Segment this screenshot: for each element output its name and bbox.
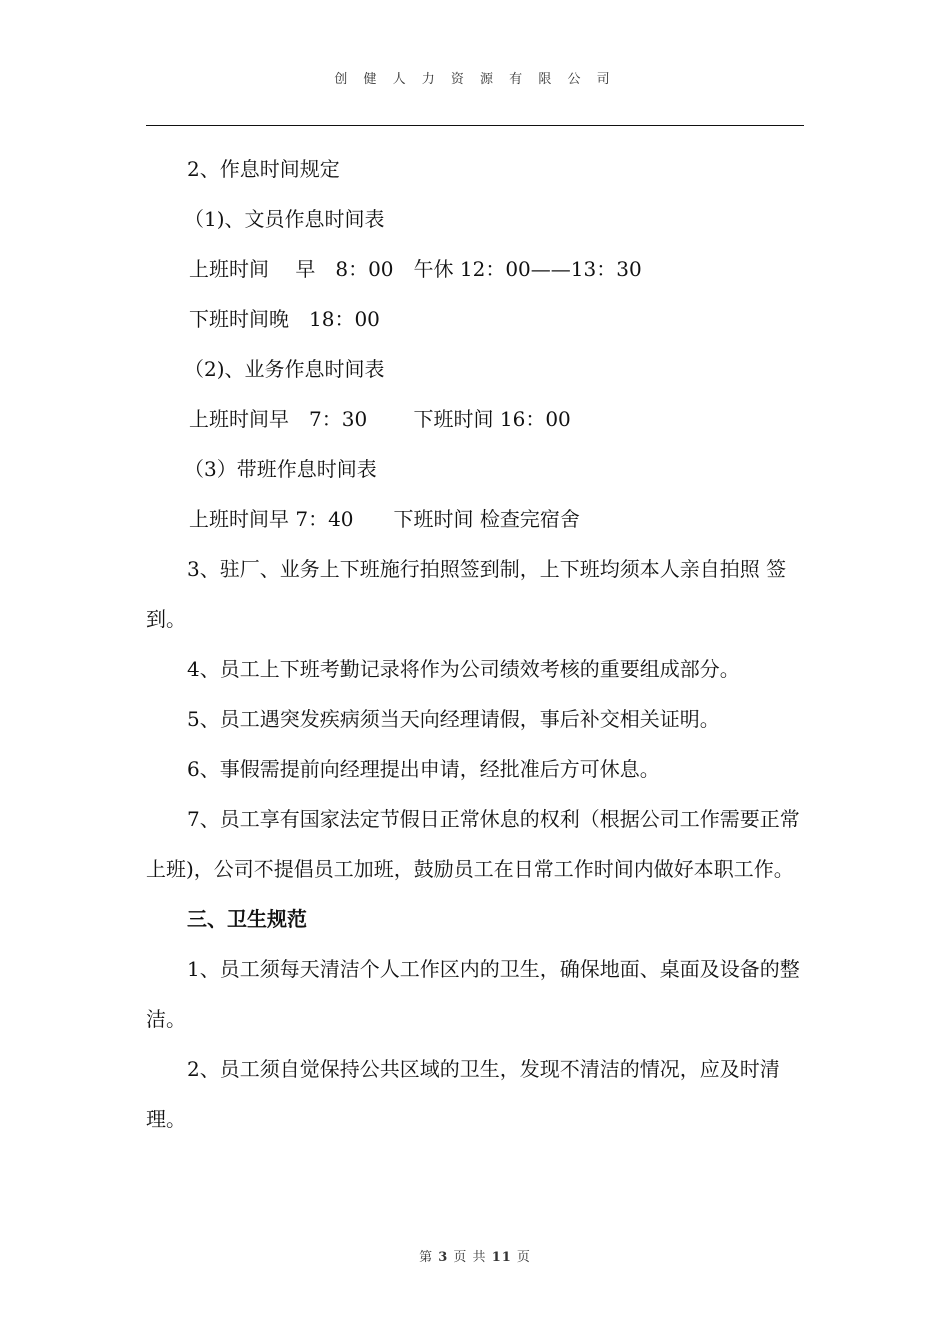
subheading-shift-leader-schedule: （3）带班作息时间表 [184, 457, 377, 481]
rule-personal-area-cleaning: 1、员工须每天清洁个人工作区内的卫生，确保地面、桌面及设备的整洁。 [146, 957, 800, 1031]
footer-middle: 页 共 [453, 1250, 487, 1265]
rule-public-area-cleaning: 2、员工须自觉保持公共区域的卫生，发现不清洁的情况，应及时清理。 [146, 1057, 780, 1131]
document-body [146, 144, 808, 1144]
section-heading-work-hours: 2、作息时间规定 [187, 157, 340, 181]
footer-prefix: 第 [419, 1250, 434, 1265]
section-heading-hygiene: 三、卫生规范 [187, 907, 307, 931]
clerk-end-time: 下班时间晚 18：00 [189, 307, 380, 331]
rule-holidays: 7、员工享有国家法定节假日正常休息的权利（根据公司工作需要正常上班)，公司不提倡员工加班，鼓励员工在日常工作时间内做好本职工作。 [146, 807, 800, 881]
business-hours: 上班时间早 7：30 下班时间 16：00 [189, 407, 571, 431]
rule-attendance-record: 4、员工上下班考勤记录将作为公司绩效考核的重要组成部分。 [187, 657, 740, 681]
shift-leader-hours: 上班时间早 7：40 下班时间 检查完宿舍 [189, 507, 580, 531]
page-header-company: 创 健 人 力 资 源 有 限 公 司 [334, 72, 616, 87]
rule-photo-checkin: 3、驻厂、业务上下班施行拍照签到制，上下班均须本人亲自拍照 签到。 [146, 557, 787, 631]
footer-suffix: 页 [516, 1250, 531, 1265]
clerk-start-time: 上班时间 早 8：00 午休 12：00——13：30 [189, 257, 642, 281]
total-page-count: 11 [491, 1250, 512, 1265]
header-divider [146, 125, 804, 126]
rule-sick-leave: 5、员工遇突发疾病须当天向经理请假，事后补交相关证明。 [187, 707, 720, 731]
rule-personal-leave: 6、事假需提前向经理提出申请，经批准后方可休息。 [187, 757, 660, 781]
subheading-clerk-schedule: （1)、文员作息时间表 [184, 207, 385, 231]
page-footer [0, 1246, 950, 1265]
subheading-business-schedule: （2)、业务作息时间表 [184, 357, 385, 381]
current-page-number: 3 [438, 1250, 449, 1265]
